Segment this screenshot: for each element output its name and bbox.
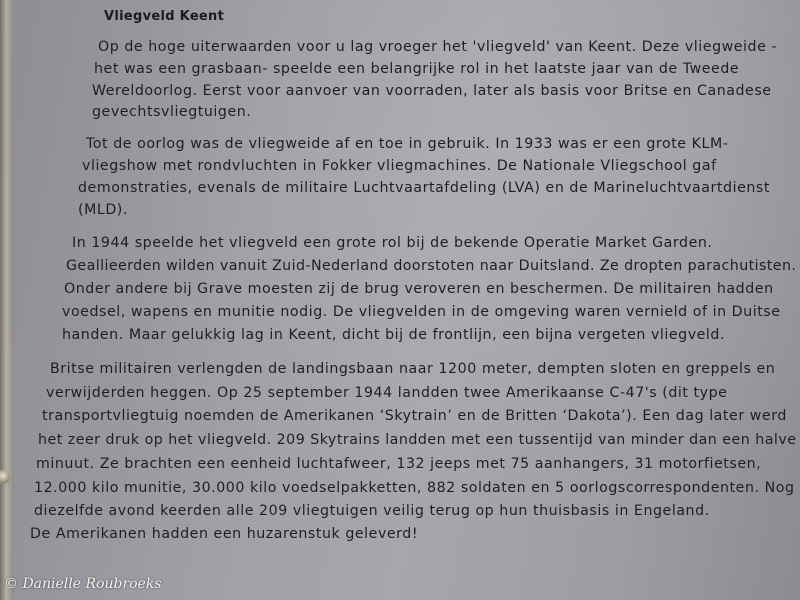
text-line: voedsel, wapens en munitie nodig. De vliegvelden in de omgeving waren vernield of in Duitse (62, 304, 781, 320)
text-line: transportvliegtuig noemden de Amerikanen ‘Skytrain’ en de Britten ‘Dakota’). Een dag later werd (42, 408, 787, 424)
text-line: handen. Maar gelukkig lag in Keent, dicht bij de frontlijn, een bijna vergeten vliegveld. (62, 327, 726, 343)
photo-watermark: © Danielle Roubroeks (4, 576, 162, 592)
text-line: 12.000 kilo munitie, 30.000 kilo voedselpakketten, 882 soldaten en 5 oorlogscorrespondenten. Nog (34, 480, 795, 496)
text-line: (MLD). (78, 202, 128, 218)
text-line: Britse militairen verlengden de landingsbaan naar 1200 meter, dempten sloten en greppels en (50, 361, 776, 377)
text-line: Wereldoorlog. Eerst voor aanvoer van voorraden, later als basis voor Britse en Canadese (92, 83, 772, 99)
text-line: In 1944 speelde het vliegveld een grote rol bij de bekende Operatie Market Garden. (72, 235, 713, 251)
text-line: De Amerikanen hadden een huzarenstuk geleverd! (30, 526, 419, 542)
text-line: diezelfde avond keerden alle 209 vliegtuigen veilig terug op hun thuisbasis in Engeland. (34, 503, 710, 519)
text-line: het was een grasbaan- speelde een belangrijke rol in het laatste jaar van de Tweede (94, 61, 740, 77)
sign-title: Vliegveld Keent (104, 9, 225, 24)
text-line: het zeer druk op het vliegveld. 209 Skytrains landden met een tussentijd van minder dan een halve (38, 432, 797, 448)
text-line: minuut. Ze brachten een eenheid luchtafweer, 132 jeeps met 75 aanhangers, 31 motorfietsen, (36, 456, 762, 472)
text-line: Op de hoge uiterwaarden voor u lag vroeger het 'vliegveld' van Keent. Deze vliegweide - (98, 39, 778, 55)
text-line: Geallieerden wilden vanuit Zuid-Nederland doorstoten naar Duitsland. Ze dropten parachutisten. (66, 258, 797, 274)
text-line: Tot de oorlog was de vliegweide af en toe in gebruik. In 1933 was er een grote KLM- (86, 136, 729, 152)
text-line: demonstraties, evenals de militaire Luchtvaartafdeling (LVA) en de Marineluchtvaartdienst (78, 180, 770, 196)
text-line: verwijderden heggen. Op 25 september 1944 landden twee Amerikaanse C-47's (dit type (46, 385, 728, 401)
text-line: gevechtsvliegtuigen. (92, 104, 252, 120)
text-line: vliegshow met rondvluchten in Fokker vliegmachines. De Nationale Vliegschool gaf (82, 158, 717, 174)
text-line: Onder andere bij Grave moesten zij de brug veroveren en beschermen. De militairen hadden (64, 281, 774, 297)
sign-frame-edge (0, 0, 14, 600)
